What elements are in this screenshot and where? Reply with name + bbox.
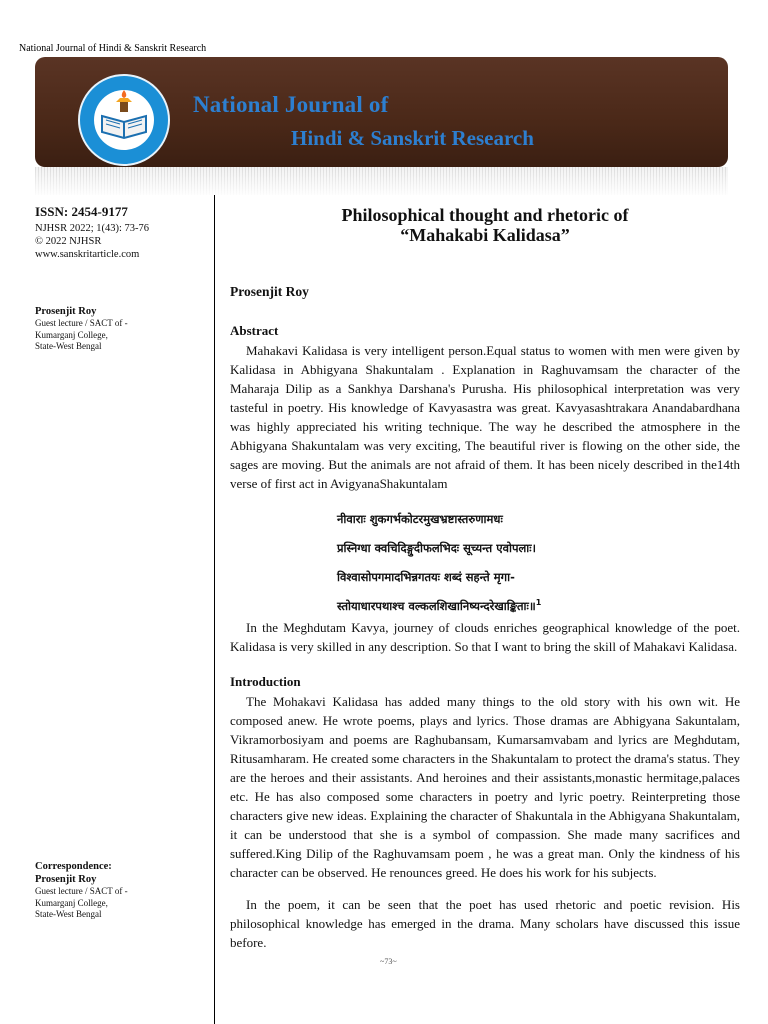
correspondence-name: Prosenjit Roy [35,874,97,885]
verse-line: प्रस्निग्धा क्वचिदिङ्गुदीफलभिदः सूच्यन्त एवोपलाः। [337,541,536,555]
banner-shadow-fade [35,167,728,195]
book-lamp-icon [80,76,168,164]
affiliation-line: Guest lecture / SACT of - [35,318,128,328]
affiliation-line: Kumarganj College, [35,897,108,908]
journal-title-line2: Hindi & Sanskrit Research [291,126,534,150]
footnote-marker: 1 [535,598,542,607]
meta-line: © 2022 NJHSR [35,236,102,247]
sidebar-author-block [35,305,207,353]
sidebar-author-name: Prosenjit Roy [35,306,97,317]
journal-logo [78,74,170,166]
verse-text: स्तोयाधारपथाश्च वल्कलशिखानिष्यन्दरेखाङ्किताः॥ [337,598,536,613]
abstract-heading: Abstract [230,323,279,338]
column-divider [214,195,215,1024]
correspondence-block [35,860,207,921]
running-head: National Journal of Hindi & Sanskrit Research [19,43,207,54]
correspondence-label: Correspondence: [35,861,112,872]
page-number: ~73~ [380,957,397,966]
issue-meta [35,222,207,261]
issn: ISSN: 2454-9177 [35,204,128,219]
rhetoric-paragraph: In the poem, it can be seen that the poet has used rhetoric and poetic revision. His philosophical knowledge has emerged in the drama. Many scholars have discussed this issue before. [230,897,740,950]
affiliation-line: State-West Bengal [35,341,102,351]
introduction-heading: Introduction [230,674,301,689]
verse-line-last [337,598,737,614]
meta-line: NJHSR 2022; 1(43): 73-76 [35,223,150,234]
paper-title-line2: “Mahakabi Kalidasa” [400,225,570,245]
paper-title [230,205,740,245]
meghdutam-paragraph: In the Meghdutam Kavya, journey of clouds enriches geographical knowledge of the poet. Kalidasa is very skilled in any description. So that I want to bring the skill of Mahakavi Kalidasa. [230,620,740,654]
article-author: Prosenjit Roy [230,284,309,299]
paper-title-line1: Philosophical thought and rhetoric of [341,205,629,225]
verse-line: विश्वासोपगमादभिन्नगतयः शब्दं सहन्ते मृगा- [337,570,515,584]
verse-line: नीवाराः शुकगर्भकोटरमुखभ्रष्टास्तरुणामधः [337,512,503,526]
introduction-paragraph: The Mohakavi Kalidasa has added many things to the old story with his own wit. He composed anew. He wrote poems, plays and lyrics. Those dramas are Abhigyana Sakuntalam, Vikramorbosiyam and poems are Raghubansam, Kumarsamvabam and lyrics are Meghdutam, Ritusamharam. He created some characters in the Shakuntalam to protect the drama's status. They are the heroes and their assistants. And heroines and their assistants,monastic hermitage,palaces etc. He has also composed some characters in poetry and lyric poetry. Reinterpreting those characters give new ideas. Explaining the character of Shakuntala in the Abhigyana Shakuntalam, it can be understood that she is a symbol of compassion. She made many sacrifices and suffered.King Dilip of the Raghuvamsam poem , he was a great man. Only the kindness of his character can be observed. He renounces greed. He does his work for his subjects. [230,694,740,880]
affiliation-line: Kumarganj College, [35,329,108,340]
affiliation-line: State-West Bengal [35,909,102,919]
journal-website: www.sanskritarticle.com [35,249,140,260]
journal-title-line1: National Journal of [193,92,389,117]
affiliation-line: Guest lecture / SACT of - [35,886,128,896]
abstract-paragraph: Mahakavi Kalidasa is very intelligent person.Equal status to women with men were given by Kalidasa in Abhigyana Shakuntalam . Explanation in Raghuvamsam the character of the Maharaja Dilip as a Sankhya Darshana's Purusha. His philosophical interpretation was very tasteful in poetry. His knowledge of Kavyasastra was great. Kavyasashtrakara Anandabardhana was highly appreciated his writing technique. The way he described the atmosphere in the Abhigyana Shakuntalam was very exciting, The beautiful river is flowing on the other side, the sages are moving. But the animals are not afraid of them. It has been nicely described in the14th verse of first act in AvigyanaShakuntalam [230,343,740,491]
